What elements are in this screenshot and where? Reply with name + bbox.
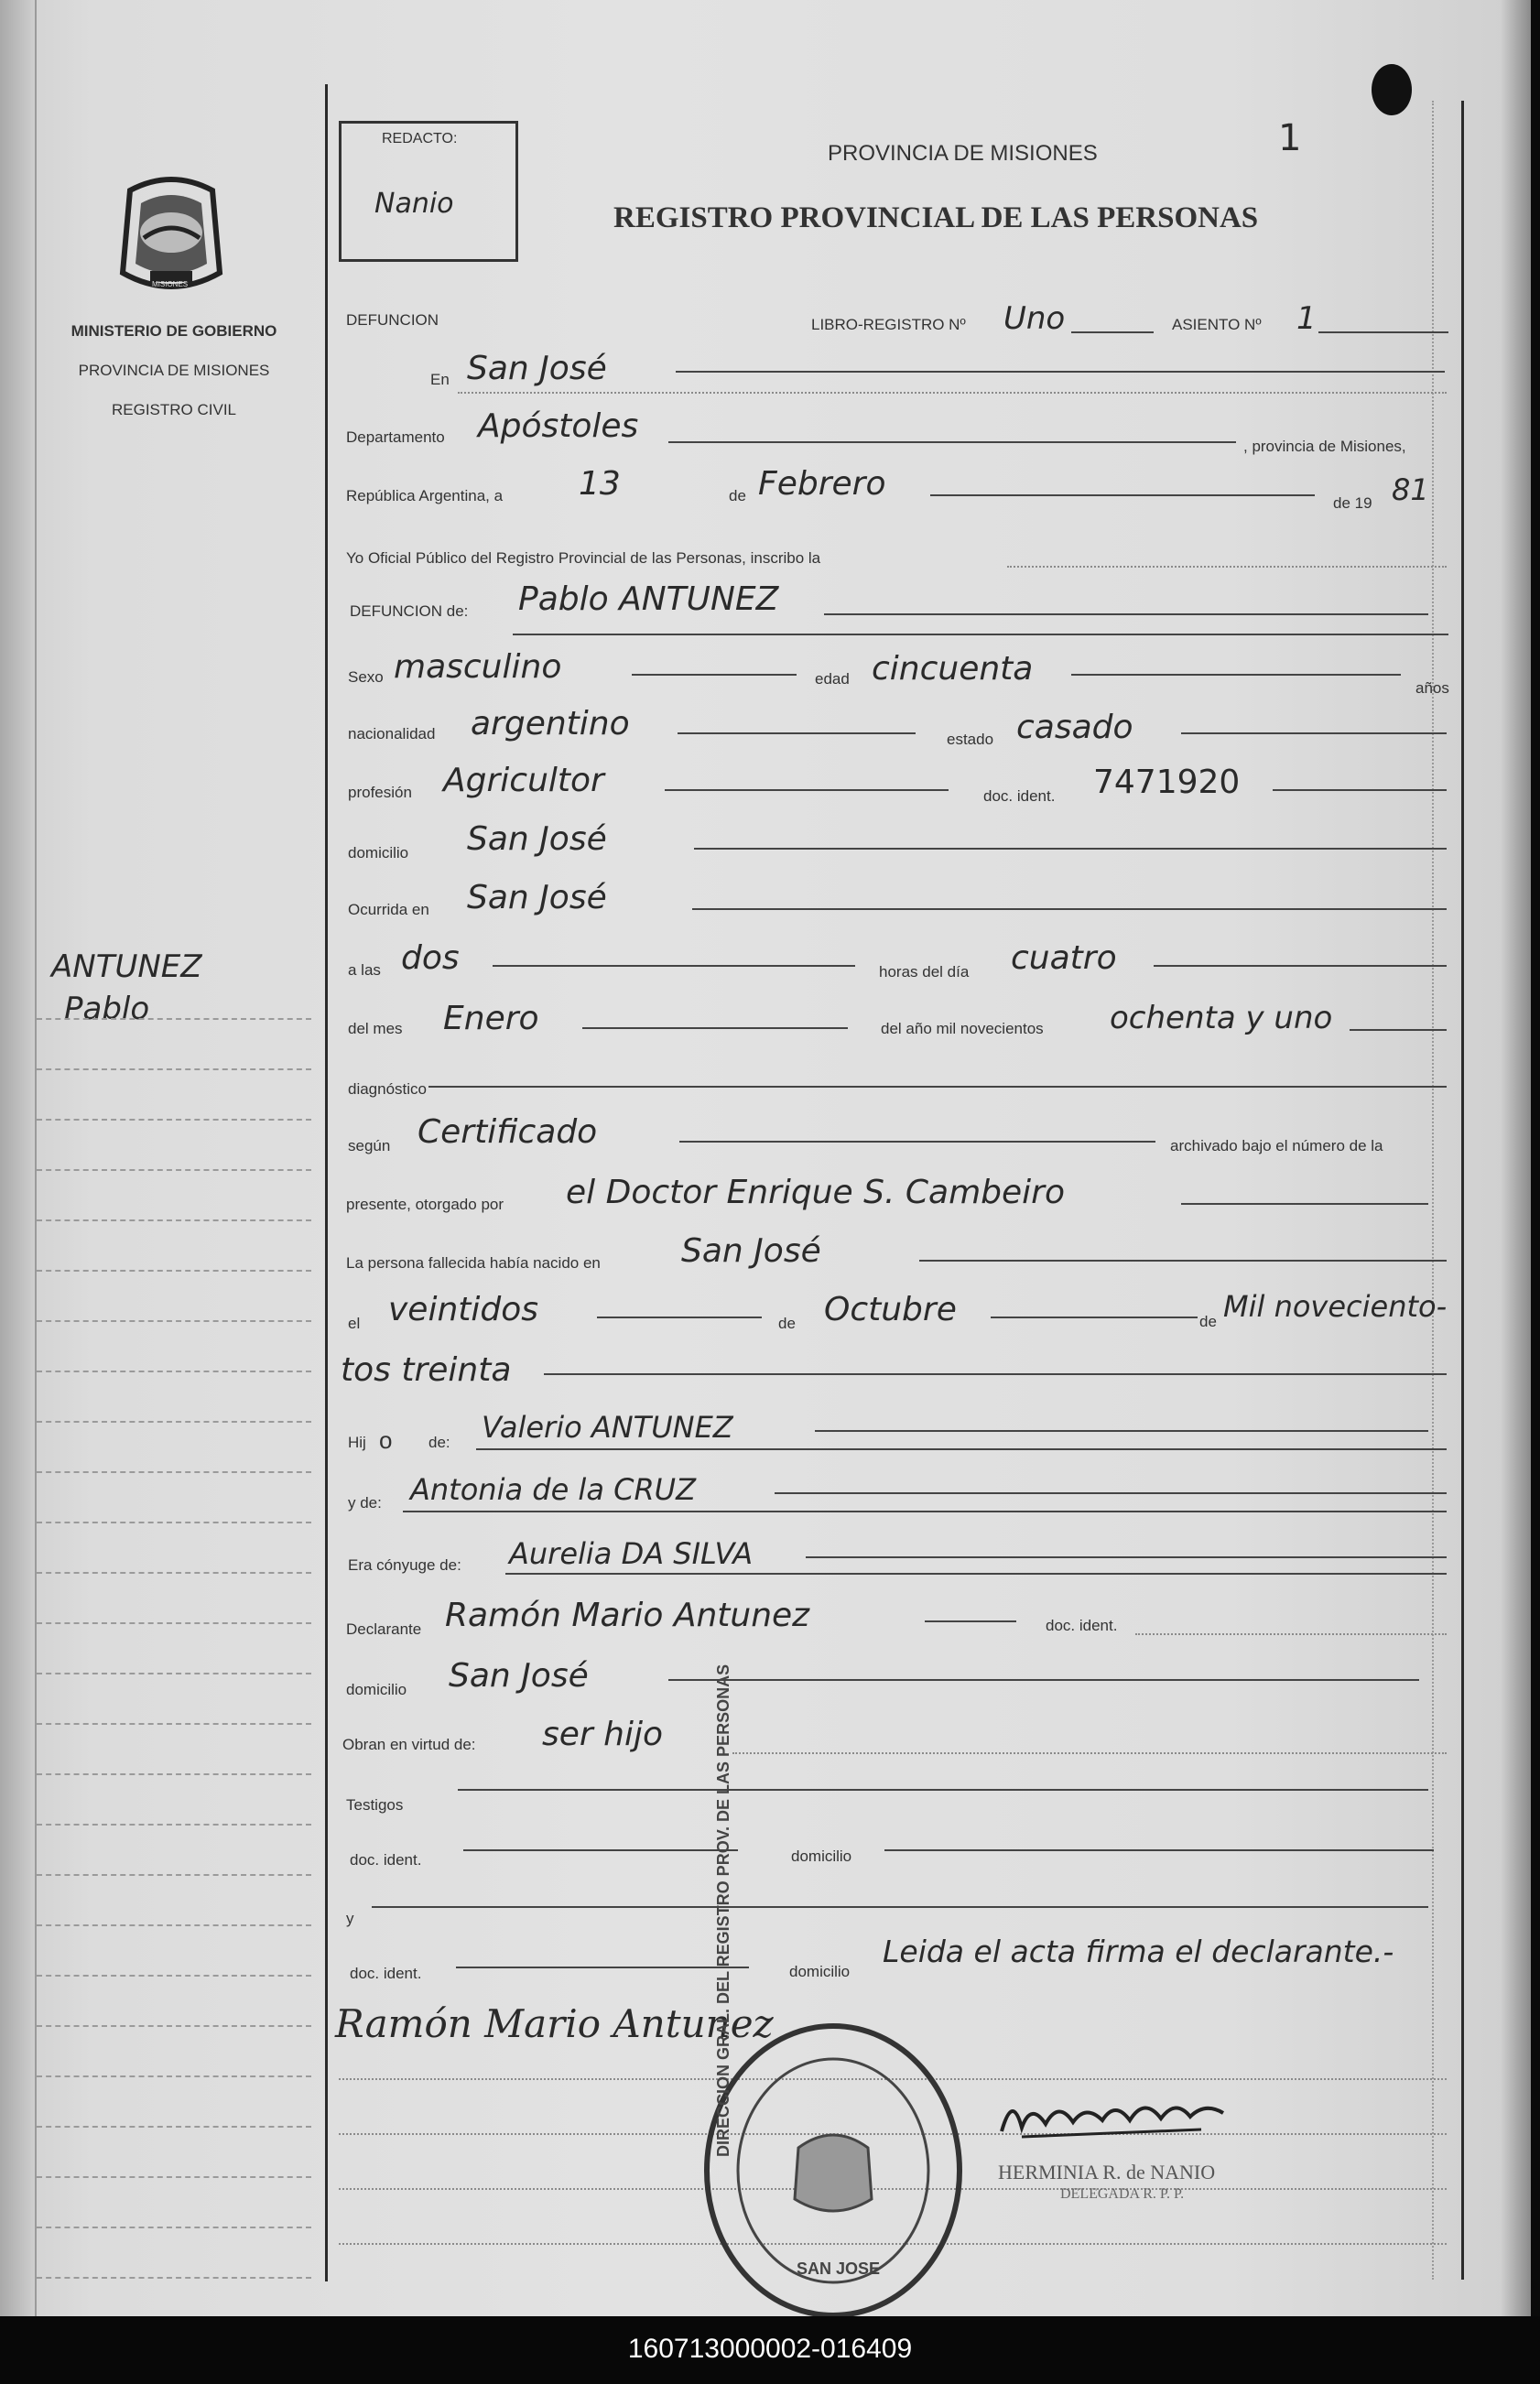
estado-label: estado: [947, 731, 994, 748]
diagnostico-label: diagnóstico: [348, 1080, 428, 1098]
estado-underline: [1181, 732, 1447, 734]
leida-value: Leida el acta firma el declarante.-: [883, 1934, 1394, 1969]
declarante-doc-label: doc. ident.: [1046, 1617, 1118, 1634]
margin-rule-line: [37, 1471, 311, 1473]
presente-underline: [1181, 1203, 1428, 1205]
libro-label: LIBRO-REGISTRO Nº: [811, 316, 966, 333]
departamento-underline: [668, 441, 1236, 443]
edad-underline: [1071, 674, 1401, 676]
testigos-label: Testigos: [346, 1796, 404, 1814]
archive-id: 160713000002-016409: [627, 2334, 913, 2364]
nacido-value: San José: [681, 1232, 821, 1270]
margin-rule-line: [37, 1371, 311, 1372]
yde-underline-2: [403, 1511, 1447, 1512]
redacto-box: [339, 121, 518, 262]
margin-rule-line: [37, 1975, 311, 1977]
redacto-label: REDACTO:: [382, 131, 458, 146]
t-domicilio-label: domicilio: [791, 1848, 852, 1865]
domicilio2-underline: [668, 1679, 1419, 1681]
margin-name: Pablo: [64, 991, 150, 1027]
anio-value: ochenta y uno: [1110, 1000, 1333, 1036]
defuncion-underline: [824, 613, 1428, 615]
sexo-label: Sexo: [348, 668, 384, 686]
seal-label: MISIONES: [152, 280, 189, 288]
de-label: de: [729, 487, 746, 504]
page-number: 1: [1278, 117, 1302, 159]
hijo-de-label: de:: [428, 1434, 450, 1451]
de2-label: de: [778, 1315, 796, 1332]
yde-label: y de:: [348, 1494, 382, 1512]
en-dotted: [458, 392, 1447, 394]
margin-rule-line: [37, 1119, 311, 1121]
redacto-value: Nanio: [374, 188, 454, 220]
ink-blot: [1372, 64, 1412, 115]
hijo-underline: [815, 1430, 1428, 1432]
el-value: veintidos: [388, 1291, 539, 1328]
margin-rule-line: [37, 1169, 311, 1171]
t2-domicilio-label: domicilio: [789, 1963, 851, 1980]
continuation-underline: [544, 1373, 1447, 1375]
margin-rule-line: [37, 1824, 311, 1826]
day-value: 13: [579, 465, 621, 503]
t-doc-label: doc. ident.: [350, 1851, 422, 1869]
testigos-underline: [458, 1789, 1428, 1791]
de-year-label: de 19: [1333, 494, 1372, 512]
official-stamp: [696, 2020, 971, 2322]
de2-value: Octubre: [824, 1291, 957, 1328]
official-name: HERMINIA R. de NANIO: [998, 2161, 1216, 2184]
margin-rule-line: [37, 2025, 311, 2027]
registry-label: REGISTRO CIVIL: [111, 401, 237, 418]
nacionalidad-label: nacionalidad: [348, 725, 436, 742]
en-value: San José: [467, 350, 607, 387]
right-border-line: [1461, 101, 1464, 2280]
alas-label: a las: [348, 961, 381, 979]
domicilio2-value: San José: [449, 1657, 589, 1695]
en-underline: [676, 371, 1445, 373]
hijo-gender: o: [379, 1426, 393, 1454]
official-signature-scribble: [994, 2084, 1232, 2148]
margin-rule-line: [37, 1572, 311, 1574]
conyuge-underline-2: [505, 1573, 1447, 1575]
month-value: Febrero: [758, 465, 886, 503]
segun-value: Certificado: [418, 1113, 598, 1151]
stamp-city: SAN JOSE: [797, 2259, 881, 2278]
declarante-label: Declarante: [346, 1620, 422, 1638]
segun-underline: [679, 1141, 1155, 1143]
declarante-doc-dotted: [1135, 1633, 1447, 1635]
margin-rule-line: [37, 1924, 311, 1926]
ministry-label: MINISTERIO DE GOBIERNO: [70, 322, 277, 340]
declarante-value: Ramón Mario Antunez: [445, 1597, 810, 1634]
horas-value: cuatro: [1011, 939, 1117, 977]
provincia-suffix: , provincia de Misiones,: [1243, 438, 1406, 455]
republica-label: República Argentina, a: [346, 487, 504, 504]
delmes-label: del mes: [348, 1020, 403, 1037]
t-domicilio-underline: [884, 1849, 1434, 1851]
anio-underline: [1350, 1029, 1447, 1031]
doc-ident-value: 7471920: [1093, 764, 1241, 801]
conyuge-label: Era cónyuge de:: [348, 1556, 461, 1574]
defuncion-de-value: Pablo ANTUNEZ: [518, 580, 779, 618]
type-label: DEFUNCION: [346, 311, 439, 329]
hijo-underline-2: [476, 1448, 1447, 1450]
departamento-value: Apóstoles: [478, 407, 639, 445]
departamento-label: Departamento: [346, 428, 445, 446]
y-label: y: [346, 1910, 354, 1927]
yde-underline: [775, 1492, 1447, 1494]
right-dotted-line: [1432, 101, 1436, 2280]
segun-label: según: [348, 1137, 391, 1154]
ocurrida-underline: [692, 908, 1447, 910]
official-title: DELEGADA R. P. P.: [1060, 2186, 1185, 2202]
defuncion-underline-2: [513, 634, 1448, 635]
libro-underline: [1071, 331, 1154, 333]
margin-rule-line: [37, 1068, 311, 1070]
margin-rule-line: [37, 1622, 311, 1624]
margin-border-line: [325, 84, 328, 2281]
province-seal: [112, 172, 231, 298]
presente-value: el Doctor Enrique S. Cambeiro: [566, 1174, 1065, 1211]
margin-rule-line: [37, 1320, 311, 1322]
hijo-label: Hij: [348, 1434, 366, 1451]
oficial-text: Yo Oficial Público del Registro Provincial de las Personas, inscribo la: [346, 549, 821, 567]
continuation-value: tos treinta: [341, 1351, 512, 1389]
y-underline: [372, 1906, 1428, 1908]
anos-label: años: [1415, 679, 1449, 697]
de3-value: Mil noveciento-: [1223, 1289, 1448, 1324]
obran-label: Obran en virtud de:: [342, 1736, 476, 1753]
profesion-label: profesión: [348, 784, 412, 801]
de3-label: de: [1199, 1313, 1217, 1330]
registry-title: REGISTRO PROVINCIAL DE LAS PERSONAS: [613, 201, 1259, 234]
obran-dotted: [732, 1752, 1447, 1754]
obran-value: ser hijo: [542, 1716, 663, 1753]
asiento-label: ASIENTO Nº: [1172, 316, 1262, 333]
nacionalidad-underline: [678, 732, 916, 734]
margin-rule-line: [37, 1421, 311, 1423]
anio-label: del año mil novecientos: [881, 1020, 1044, 1037]
page-right-edge: [1502, 0, 1531, 2316]
el-label: el: [348, 1315, 361, 1332]
nacionalidad-value: argentino: [471, 705, 630, 742]
diagnostico-underline: [428, 1086, 1447, 1088]
horas-underline: [1154, 965, 1447, 967]
archivado-label: archivado bajo el número de la: [1170, 1137, 1383, 1154]
conyuge-underline: [806, 1556, 1447, 1558]
libro-value: Uno: [1003, 300, 1066, 337]
oficial-dotted: [1007, 566, 1447, 568]
margin-rule-line: [37, 1018, 311, 1020]
el-underline: [597, 1317, 762, 1318]
month-underline: [930, 494, 1315, 496]
hijo-de-value: Valerio ANTUNEZ: [482, 1410, 733, 1445]
margin-rule-line: [37, 2126, 311, 2128]
domicilio2-label: domicilio: [346, 1681, 407, 1698]
alas-value: dos: [401, 939, 460, 977]
sexo-value: masculino: [394, 648, 562, 686]
delmes-underline: [582, 1027, 848, 1029]
domicilio-underline: [694, 848, 1447, 850]
edad-value: cincuenta: [872, 650, 1034, 688]
margin-rule-line: [37, 1874, 311, 1876]
margin-surname: ANTUNEZ: [51, 948, 202, 985]
year-value: 81: [1392, 472, 1429, 507]
profesion-value: Agricultor: [443, 762, 604, 799]
margin-rule-line: [37, 1723, 311, 1725]
margin-rule-line: [37, 1673, 311, 1674]
margin-rule-line: [37, 1773, 311, 1775]
margin-rule-line: [37, 1522, 311, 1523]
t-doc-underline: [463, 1849, 738, 1851]
profesion-underline: [665, 789, 949, 791]
delmes-value: Enero: [443, 1000, 539, 1037]
margin-rule-line: [37, 2227, 311, 2228]
t2-doc-underline: [456, 1967, 749, 1968]
margin-rule-line: [37, 1219, 311, 1221]
defuncion-de-label: DEFUNCION de:: [350, 602, 469, 620]
de2-underline: [991, 1317, 1198, 1318]
ocurrida-value: San José: [467, 879, 607, 916]
margin-rule-line: [37, 2277, 311, 2279]
doc-ident-underline: [1273, 789, 1447, 791]
page-binding-edge: [0, 0, 37, 2316]
domicilio-value: San José: [467, 820, 607, 858]
edad-label: edad: [815, 670, 850, 688]
alas-underline: [493, 965, 855, 967]
nacido-underline: [919, 1260, 1447, 1262]
estado-value: casado: [1016, 709, 1133, 746]
doc-ident-label: doc. ident.: [983, 787, 1056, 805]
sexo-underline: [632, 674, 797, 676]
province-title: PROVINCIA DE MISIONES: [828, 141, 1098, 166]
presente-label: presente, otorgado por: [346, 1196, 504, 1213]
province-label: PROVINCIA DE MISIONES: [78, 362, 270, 379]
margin-rule-line: [37, 2176, 311, 2178]
margin-rule-line: [37, 2075, 311, 2077]
yde-value: Antonia de la CRUZ: [410, 1472, 697, 1507]
asiento-underline: [1318, 331, 1448, 333]
margin-rule-line: [37, 1270, 311, 1272]
declarant-signature: Ramón Mario Antunez: [335, 2001, 774, 2046]
t2-doc-label: doc. ident.: [350, 1965, 422, 1982]
nacido-label: La persona fallecida había nacido en: [346, 1254, 601, 1272]
asiento-value: 1: [1296, 300, 1317, 337]
conyuge-value: Aurelia DA SILVA: [509, 1536, 754, 1571]
horas-label: horas del día: [879, 963, 970, 981]
ocurrida-label: Ocurrida en: [348, 901, 429, 918]
en-label: En: [430, 371, 450, 388]
declarante-underline: [925, 1620, 1016, 1622]
domicilio-label: domicilio: [348, 844, 409, 861]
